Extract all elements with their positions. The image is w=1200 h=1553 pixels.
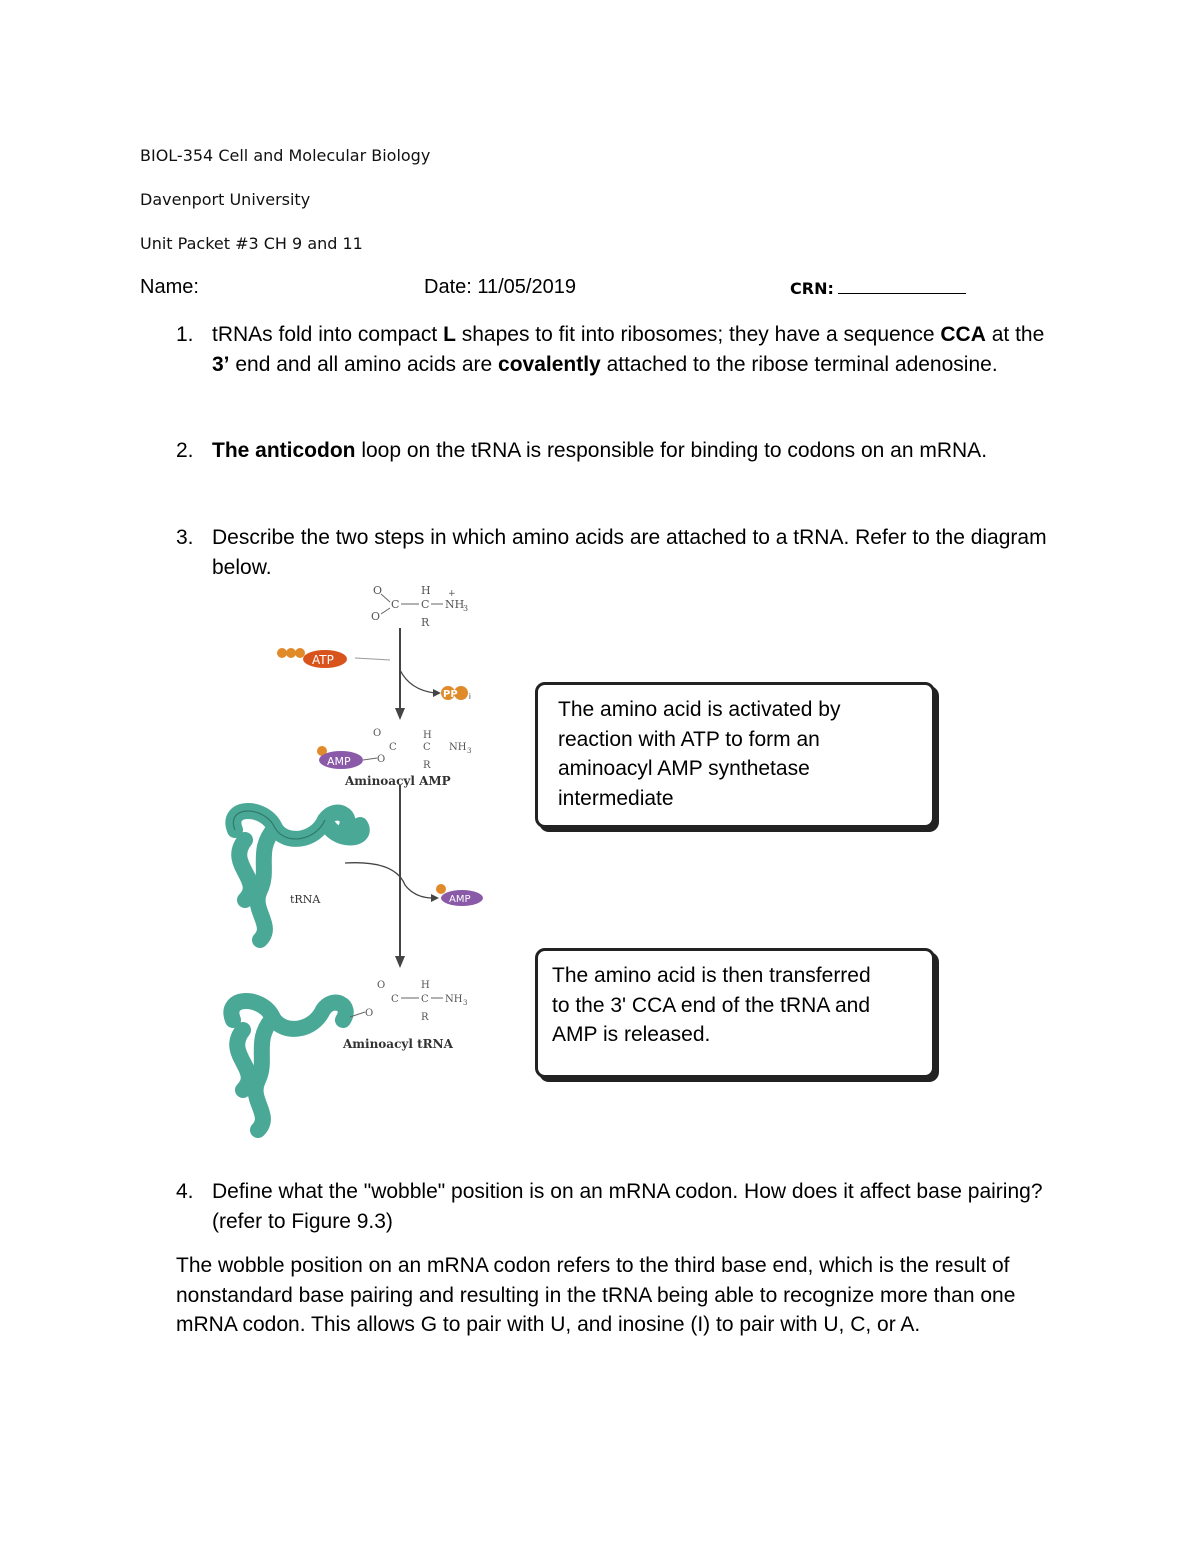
- name-label: Name:: [140, 276, 199, 298]
- question-number: 1.: [176, 323, 194, 346]
- atom-label: C: [391, 598, 400, 611]
- question-1-text: [212, 320, 1056, 379]
- atom-label: NH: [445, 994, 463, 1005]
- atom-label: C: [391, 994, 399, 1005]
- aminoacyl-structure: [350, 980, 467, 1023]
- answer-4: The wobble position on an mRNA codon refers to the third base end, which is the result of nonstandard base pairing and resulting in the tRNA being able to recognize more than one mRNA codon. This allows G to pair with U, and inosine (I) to pair with U, C, or A.: [176, 1254, 1016, 1336]
- text-run: attached to the ribose terminal adenosine.: [600, 352, 998, 376]
- box-line: reaction with ATP to form an: [558, 727, 820, 751]
- question-3-text: Describe the two steps in which amino acids are attached to a tRNA. Refer to the diagram below.: [212, 526, 1047, 579]
- bold-term: 3’: [212, 352, 230, 376]
- trna-label: tRNA: [290, 893, 321, 906]
- atom-label: O: [373, 584, 383, 597]
- amp-label: AMP: [327, 755, 351, 768]
- ppi-subscript: i: [469, 692, 471, 701]
- amp-release-arrow: [345, 863, 433, 898]
- arrow-head: [431, 894, 439, 902]
- aminoacyl-amp: [317, 728, 471, 788]
- text-run: end and all amino acids are: [229, 352, 499, 376]
- atom-label: C: [421, 598, 430, 611]
- atom-label: O: [373, 728, 382, 739]
- question-3: [176, 523, 1056, 582]
- box-line: The amino acid is activated by: [558, 698, 841, 721]
- box-line: aminoacyl AMP synthetase: [558, 757, 810, 780]
- box-line: AMP is released.: [552, 1023, 711, 1046]
- atom-label: C: [421, 994, 429, 1005]
- amp-released: [436, 884, 483, 906]
- atom-label: R: [421, 616, 430, 629]
- aminoacyl-amp-label: Aminoacyl AMP: [345, 774, 451, 788]
- box-line: intermediate: [558, 786, 674, 810]
- text-run: tRNAs fold into compact: [212, 323, 444, 346]
- atom-label: NH: [449, 742, 467, 753]
- course-title: BIOL-354 Cell and Molecular Biology: [140, 146, 431, 165]
- atom-label: 3: [463, 604, 469, 613]
- box-line: to the 3' CCA end of the tRNA and: [552, 993, 871, 1017]
- aminoacyl-trna-label: Aminoacyl tRNA: [343, 1037, 453, 1051]
- aminoacyl-trna-molecule: [231, 1001, 345, 1130]
- atom-label: R: [423, 760, 431, 771]
- trna-charging-diagram: [205, 580, 495, 1150]
- atom-label: O: [377, 980, 386, 991]
- amino-acid-structure: [371, 584, 468, 629]
- atom-label: NH: [445, 598, 465, 611]
- atom-label: 3: [463, 999, 468, 1007]
- box-line: The amino acid is then transferred: [552, 964, 871, 987]
- text-run: loop on the tRNA is responsible for binding to codons on an mRNA.: [355, 439, 988, 462]
- question-number: 2.: [176, 439, 194, 462]
- trna-molecule: [233, 811, 361, 940]
- text-run: shapes to fit into ribosomes; they have a sequence: [455, 323, 941, 346]
- question-number: 4.: [176, 1180, 194, 1203]
- bold-term: The anticodon: [212, 439, 356, 462]
- ppi-molecule: [441, 686, 471, 701]
- atp-molecule: [277, 648, 390, 668]
- question-4-text: Define what the "wobble" position is on an mRNA codon. How does it affect base pairing? (refer to Figure 9.3): [212, 1180, 1043, 1233]
- ppi-label: PP: [443, 689, 458, 700]
- atom-label: C: [389, 742, 397, 753]
- atom-label: O: [371, 610, 381, 623]
- crn-blank-line: [838, 279, 966, 294]
- question-1: [176, 320, 1056, 379]
- crn-label: CRN:: [790, 279, 834, 298]
- text-run: at the: [985, 323, 1045, 346]
- amp-label: AMP: [449, 894, 471, 905]
- atom-label: +: [448, 589, 456, 599]
- question-2-text: [212, 436, 1056, 466]
- atom-label: O: [377, 754, 386, 765]
- atom-label: H: [421, 980, 430, 991]
- question-4: [176, 1177, 1056, 1236]
- atom-label: 3: [467, 747, 472, 755]
- ppi-arrow: [400, 670, 435, 693]
- bold-term: CCA: [940, 323, 986, 346]
- date-label: Date: 11/05/2019: [424, 276, 576, 298]
- atom-label: R: [421, 1012, 429, 1023]
- step-1-box: [535, 682, 935, 828]
- arrow-head: [433, 689, 441, 697]
- packet-title: Unit Packet #3 CH 9 and 11: [140, 234, 363, 253]
- atp-label: ATP: [312, 653, 334, 667]
- question-2: [176, 436, 1056, 466]
- atom-label: H: [423, 730, 432, 741]
- arrow-head: [395, 708, 405, 720]
- atom-label: H: [421, 584, 431, 597]
- atom-label: C: [423, 742, 431, 753]
- bold-term: L: [443, 323, 456, 346]
- university-name: Davenport University: [140, 190, 311, 209]
- bold-term: covalently: [498, 352, 601, 376]
- question-number: 3.: [176, 526, 194, 549]
- atom-label: O: [365, 1008, 374, 1019]
- step-2-box: [535, 948, 935, 1078]
- crn-field: [790, 279, 966, 298]
- arrow-head: [395, 956, 405, 968]
